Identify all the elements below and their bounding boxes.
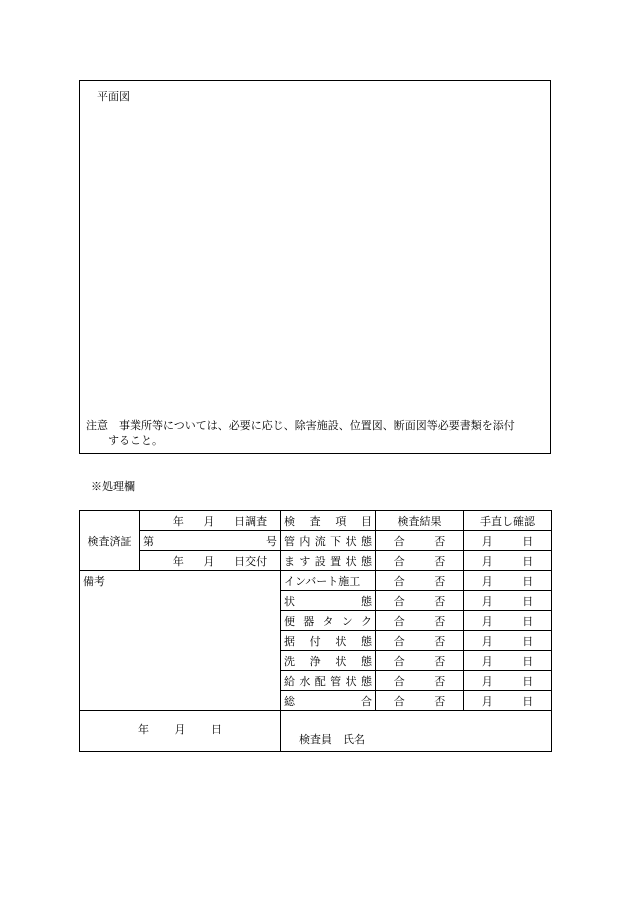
table-row (80, 551, 552, 571)
fix-cell: 月 日 (464, 631, 552, 651)
inspection-table (79, 510, 552, 752)
fix-cell: 月 日 (464, 611, 552, 631)
result-cell: 合 否 (376, 611, 464, 631)
table-row (80, 571, 552, 591)
cert-label: 検査済証 (80, 511, 140, 571)
survey-date-cell (140, 511, 281, 531)
processing-label: ※処理欄 (91, 480, 135, 493)
number-suffix: 号 (266, 534, 277, 548)
month-label: 月 (203, 514, 215, 528)
item-cell: 洗 浄 状 態 (281, 651, 376, 671)
table-row (80, 511, 552, 531)
result-cell: 合 否 (376, 651, 464, 671)
fix-cell: 月 日 (464, 591, 552, 611)
result-cell: 合 否 (376, 531, 464, 551)
result-cell: 合 否 (376, 691, 464, 711)
day-label: 日 (211, 723, 222, 736)
plan-title: 平面図 (97, 90, 130, 103)
day-label: 日交付 (234, 554, 268, 568)
item-cell: ま す 設 置 状 態 (281, 551, 376, 571)
item-cell: 状 態 (281, 591, 376, 611)
note-line-1: 注意 事業所等については、必要に応じ、除害施設、位置図、断面図等必要書類を添付 (86, 419, 515, 432)
item-cell: 給 水 配 管 状 態 (281, 671, 376, 691)
number-cell (140, 531, 281, 551)
remarks-cell: 備考 (80, 571, 281, 711)
result-cell: 合 否 (376, 591, 464, 611)
year-label: 年 (172, 514, 184, 528)
bottom-date-cell (80, 711, 281, 752)
inspector-name-cell: 検査員 氏名 (281, 711, 552, 752)
plan-drawing-box (79, 80, 551, 454)
plan-note (86, 418, 515, 448)
table-row (80, 711, 552, 752)
month-label: 月 (174, 723, 186, 736)
item-cell: インバート施工 (281, 571, 376, 591)
result-cell: 合 否 (376, 571, 464, 591)
fix-cell: 月 日 (464, 671, 552, 691)
header-fix: 手直し確認 (464, 511, 552, 531)
item-cell: 管 内 流 下 状 態 (281, 531, 376, 551)
item-cell: 据 付 状 態 (281, 631, 376, 651)
header-result: 検査結果 (376, 511, 464, 531)
item-cell: 総 合 (281, 691, 376, 711)
fix-cell: 月 日 (464, 691, 552, 711)
year-label: 年 (138, 723, 149, 736)
issue-date-cell (140, 551, 281, 571)
fix-cell: 月 日 (464, 651, 552, 671)
table-row (80, 531, 552, 551)
note-line-2: すること。 (108, 434, 163, 447)
fix-cell: 月 日 (464, 551, 552, 571)
number-prefix: 第 (143, 534, 154, 548)
fix-cell: 月 日 (464, 571, 552, 591)
result-cell: 合 否 (376, 631, 464, 651)
header-item: 検 査 項 目 (281, 511, 376, 531)
month-label: 月 (203, 554, 215, 568)
result-cell: 合 否 (376, 671, 464, 691)
item-cell: 便 器 タ ン ク (281, 611, 376, 631)
fix-cell: 月 日 (464, 531, 552, 551)
year-label: 年 (172, 554, 184, 568)
result-cell: 合 否 (376, 551, 464, 571)
day-label: 日調査 (234, 514, 268, 528)
